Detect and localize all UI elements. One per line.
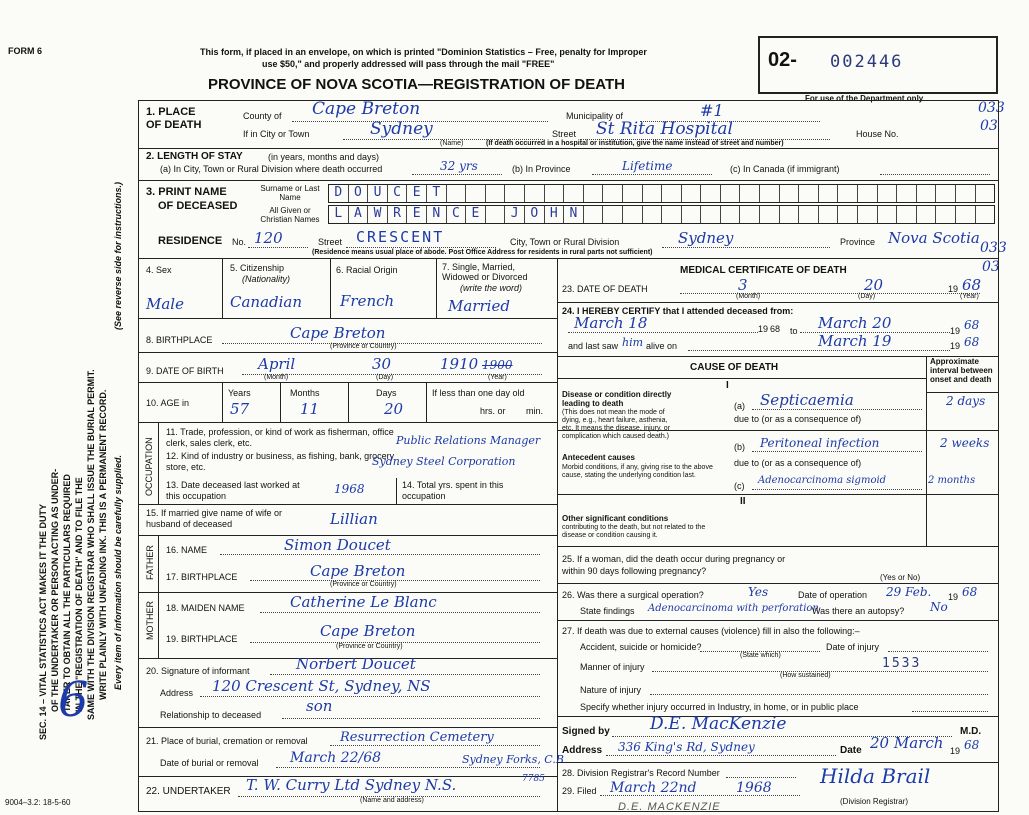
letter-cell <box>544 185 564 202</box>
interval-label: Approximate interval between onset and death <box>930 357 993 384</box>
occupation-q14: 14. Total yrs. spent in this occupation <box>402 480 504 501</box>
death-year-caption: (Year) <box>960 293 979 300</box>
occupation-a12[interactable]: Sydney Steel Corporation <box>372 455 516 468</box>
findings-label: State findings <box>580 606 635 616</box>
dob-day-value[interactable]: 30 <box>372 355 392 373</box>
undertaker-value[interactable]: T. W. Curry Ltd Sydney N.S. <box>246 776 457 794</box>
left-frame-line <box>138 100 139 812</box>
hours-label: hrs. or <box>480 406 506 416</box>
operation-year-value[interactable]: 68 <box>962 585 978 599</box>
how-sustained-caption: (How sustained) <box>780 672 831 679</box>
letter-cell <box>583 185 603 202</box>
occupation-a11[interactable]: Public Relations Manager <box>396 434 541 447</box>
letter-cell <box>759 185 779 202</box>
father-name-value[interactable]: Simon Doucet <box>284 536 391 554</box>
marital-status-label: 7. Single, Married, Widowed or Divorced <box>442 262 528 282</box>
father-birthplace-value[interactable]: Cape Breton <box>310 562 406 580</box>
letter-cell: J <box>504 206 524 223</box>
letter-cell <box>681 206 701 223</box>
informant-value[interactable]: Norbert Doucet <box>296 655 416 673</box>
record-number-label: 28. Division Registrar's Record Number <box>562 768 720 778</box>
spouse-value[interactable]: Lillian <box>330 510 378 528</box>
death-year-value[interactable]: 68 <box>962 276 982 294</box>
letter-cell: R <box>387 206 407 223</box>
filed-date-value[interactable]: March 22nd <box>610 780 697 796</box>
letter-cell <box>798 185 818 202</box>
letter-cell <box>935 185 955 202</box>
undertaker-caption: (Name and address) <box>360 797 424 804</box>
date-of-birth-label: 9. DATE OF BIRTH <box>146 366 224 376</box>
registration-number-box <box>758 36 998 94</box>
age-years-label: Years <box>228 388 251 398</box>
disease-note: (This does not mean the mode of dying, e.g., heart failure, asthenia, etc. It means the disease, injury, or complication which caused death.) <box>562 409 671 440</box>
antecedent-note: Morbid conditions, if any, giving rise to the above cause, stating the underlying condition last. <box>562 464 713 479</box>
letter-cell <box>779 185 799 202</box>
burial-place-value[interactable]: Resurrection Cemetery <box>340 730 494 745</box>
side-instruction-8: (See reverse side for instructions.) <box>113 181 123 330</box>
dept-code-4: 03 <box>982 259 1000 275</box>
side-instruction-1: SEC. 14 – VITAL STATISTICS ACT MAKES IT THE DUTY <box>38 503 48 740</box>
letter-cell <box>739 185 759 202</box>
side-instruction-6: WRITE PLAINLY WITH UNFADING INK. THIS IS A PERMANENT RECORD. <box>98 389 108 700</box>
attended-from-year-prefix: 19 <box>758 324 769 334</box>
residence-label: RESIDENCE <box>158 235 223 247</box>
cause-b-interval[interactable]: 2 weeks <box>940 436 990 450</box>
mother-name-value[interactable]: Catherine Le Blanc <box>290 593 437 611</box>
registration-number: 002446 <box>830 52 904 72</box>
letter-cell <box>563 185 583 202</box>
surname-grid[interactable] <box>328 184 995 203</box>
letter-cell: L <box>334 206 343 221</box>
last-alive-year-prefix: 19 <box>950 341 961 351</box>
father-birthplace-label: 17. BIRTHPLACE <box>166 572 238 582</box>
letter-cell <box>759 206 779 223</box>
racial-origin-label: 6. Racial Origin <box>336 265 398 275</box>
mother-side-label: MOTHER <box>145 601 155 640</box>
cause-b-mark: (b) <box>734 442 745 452</box>
letter-cell <box>857 206 877 223</box>
operation-date-value[interactable]: 29 Feb. <box>886 585 932 599</box>
letter-cell: E <box>406 185 426 202</box>
occupation-q12: 12. Kind of industry or business, as fishing, bank, grocery store, etc. <box>166 451 395 472</box>
relationship-value[interactable]: son <box>306 697 333 715</box>
letter-cell <box>818 206 838 223</box>
dob-year-value[interactable]: 1910 <box>440 355 479 373</box>
father-name-label: 16. NAME <box>166 545 208 555</box>
death-day-caption: (Day) <box>858 293 876 300</box>
letter-cell <box>700 185 720 202</box>
citizenship-sub: (Nationality) <box>242 274 291 284</box>
cause-section-2: II <box>740 496 746 507</box>
mail-notice-line1: This form, if placed in an envelope, on which is printed "Dominion Statistics – Free, penalty for Improper <box>200 47 647 57</box>
letter-cell: O <box>524 206 544 223</box>
nature-label: Nature of injury <box>580 685 642 695</box>
residence-province-value[interactable]: Nova Scotia <box>888 229 980 247</box>
occupation-a13[interactable]: 1968 <box>334 482 365 496</box>
letter-cell: C <box>387 185 407 202</box>
marital-status-value[interactable]: Married <box>448 297 510 315</box>
form-footer-code: 9004–3.2: 18-5-60 <box>5 798 71 807</box>
attendance-certify-label: 24. I HEREBY CERTIFY that I attended deceased from: <box>562 306 794 316</box>
registrar-signature[interactable]: Hilda Brail <box>820 764 931 788</box>
age-label: 10. AGE in <box>146 398 190 408</box>
side-instruction-3: TAKER TO OBTAIN ALL THE PARTICULARS REQUIRED <box>62 474 72 712</box>
autopsy-label: Was there an autopsy? <box>812 606 905 616</box>
letter-cell <box>955 185 975 202</box>
attended-to-label: to <box>790 326 798 336</box>
attended-to-value[interactable]: March 20 <box>818 314 892 332</box>
accident-label: Accident, suicide or homicide? <box>580 642 702 652</box>
city-label: If in City or Town <box>243 129 310 139</box>
mother-name-label: 18. MAIDEN NAME <box>166 603 245 613</box>
letter-cell <box>955 206 975 223</box>
pregnancy-question: 25. If a woman, did the death occur during pregnancy or within 90 days following pregnancy? <box>562 554 786 576</box>
center-divider <box>557 258 558 812</box>
birthplace-value[interactable]: Cape Breton <box>290 324 386 342</box>
relationship-label: Relationship to deceased <box>160 710 262 720</box>
letter-cell <box>524 185 544 202</box>
due-to-1: due to (or as a consequence of) <box>734 414 862 424</box>
street-label: Street <box>552 129 577 139</box>
letter-cell <box>720 185 740 202</box>
last-alive-year[interactable]: 68 <box>964 335 980 349</box>
attended-from-year: 68 <box>770 324 781 334</box>
side-instruction-5: SAME WITH THE DIVISION REGISTRAR WHO SHALL ISSUE THE BURIAL PERMIT. <box>86 369 96 720</box>
residence-note: (Residence means usual place of abode. Post Office Address for residents in rural parts not sufficient) <box>312 249 653 256</box>
print-name-label: 3. PRINT NAME <box>146 186 227 198</box>
operation-date-label: Date of operation <box>798 590 868 600</box>
alive-on-label: alive on <box>646 341 678 351</box>
residence-no-value[interactable]: 120 <box>254 229 283 247</box>
letter-cell <box>642 185 662 202</box>
letter-cell <box>857 185 877 202</box>
sex-label: 4. Sex <box>146 265 172 275</box>
certificate-date-label: Date <box>840 745 862 756</box>
cause-a-interval[interactable]: 2 days <box>946 394 986 408</box>
residence-city-value[interactable]: Sydney <box>678 229 734 247</box>
residence-city-label: City, Town or Rural Division <box>510 237 620 247</box>
typed-physician-name: D.E. MACKENZIE <box>618 801 721 813</box>
letter-cell <box>877 206 897 223</box>
dob-month-value[interactable]: April <box>258 355 296 373</box>
surgery-question: 26. Was there a surgical operation? <box>562 590 704 600</box>
external-causes-label: 27. If death was due to external causes (violence) fill in also the following:– <box>562 626 860 636</box>
racial-origin-value[interactable]: French <box>340 292 395 310</box>
letter-cell <box>916 185 936 202</box>
letter-cell <box>720 206 740 223</box>
age-years-value[interactable]: 57 <box>230 400 250 418</box>
spouse-label: 15. If married give name of wife or husband of deceased <box>146 508 283 529</box>
side-annotation: 6 <box>58 672 89 728</box>
other-conditions-label: Other significant conditions <box>562 514 669 523</box>
length-of-stay-label: 2. LENGTH OF STAY <box>146 151 243 162</box>
letter-cell <box>504 185 524 202</box>
mail-notice-line2: use $50," and properly addressed will pass through the mail "FREE" <box>262 59 555 69</box>
letter-cell: C <box>446 206 466 223</box>
physician-signature[interactable]: D.E. MacKenzie <box>650 714 787 734</box>
letter-cell: N <box>426 206 446 223</box>
age-days-label: Days <box>376 388 397 398</box>
letter-cell <box>465 185 485 202</box>
cause-a-value[interactable]: Septicaemia <box>760 391 854 409</box>
age-months-label: Months <box>290 388 320 398</box>
due-to-2: due to (or as a consequence of) <box>734 458 862 468</box>
dob-year-caption: (Year) <box>488 374 507 381</box>
operation-year-prefix: 19 <box>948 592 959 602</box>
side-instruction-4: IN THE "REGISTRATION OF DEATH" AND TO FILE THE <box>74 477 84 712</box>
occupation-q11: 11. Trade, profession, or kind of work as fisherman, office clerk, sales clerk, etc. <box>166 427 394 448</box>
signed-by-label: Signed by <box>562 726 610 737</box>
dob-month-caption: (Month) <box>264 374 289 381</box>
residence-street-value[interactable]: CRESCENT <box>356 228 445 246</box>
residence-street-label: Street <box>318 237 343 247</box>
father-side-label: FATHER <box>145 545 155 580</box>
letter-cell <box>485 206 505 223</box>
findings-value[interactable]: Adenocarcinoma with perforation <box>648 603 819 614</box>
registrar-caption: (Division Registrar) <box>840 797 909 806</box>
citizenship-label: 5. Citizenship <box>230 263 285 273</box>
state-which-caption: (State which) <box>740 652 781 659</box>
stay-city-label: (a) In City, Town or Rural Division where death occurred <box>160 164 383 174</box>
burial-place-label: 21. Place of burial, cremation or removal <box>146 736 308 746</box>
municipality-value[interactable]: #1 <box>700 101 724 120</box>
yes-no-caption: (Yes or No) <box>880 573 921 582</box>
cause-c-mark: (c) <box>734 481 745 491</box>
specify-place-label: Specify whether injury occurred in Industry, in home, or in public place <box>580 702 859 712</box>
stay-province-label: (b) In Province <box>512 164 571 174</box>
given-names-label: All Given or Christian Names <box>260 206 320 224</box>
letter-cell <box>896 206 916 223</box>
md-label: M.D. <box>960 726 982 737</box>
letter-cell <box>661 206 681 223</box>
letter-cell <box>779 206 799 223</box>
burial-date-value[interactable]: March 22/68 <box>290 750 382 766</box>
letter-cell <box>661 185 681 202</box>
letter-cell <box>837 206 857 223</box>
residence-province-label: Province <box>840 237 876 247</box>
letter-cell <box>485 185 505 202</box>
stay-province-value[interactable]: Lifetime <box>622 159 673 173</box>
other-conditions-note: contributing to the death, but not related to the disease or condition causing it. <box>562 524 706 539</box>
stay-canada-label: (c) In Canada (if immigrant) <box>730 164 840 174</box>
antecedent-label: Antecedent causes <box>562 453 635 462</box>
last-alive-value[interactable]: March 19 <box>818 332 892 350</box>
attended-to-year[interactable]: 68 <box>964 318 980 332</box>
father-birthplace-caption: (Province or Country) <box>330 581 397 588</box>
letter-cell <box>602 185 622 202</box>
cause-b-value[interactable]: Peritoneal infection <box>760 436 880 450</box>
letter-cell: U <box>367 185 387 202</box>
letter-cell: T <box>426 185 446 202</box>
letter-cell <box>798 206 818 223</box>
dob-day-caption: (Day) <box>376 374 394 381</box>
dept-code-3: 033 <box>980 240 1007 256</box>
letter-cell <box>583 206 603 223</box>
minutes-label: min. <box>526 406 544 416</box>
certificate-year-prefix: 19 <box>950 746 961 756</box>
surgery-answer[interactable]: Yes <box>748 585 769 599</box>
letter-cell <box>446 185 466 202</box>
filed-year-value[interactable]: 1968 <box>736 780 772 796</box>
letter-cell <box>818 185 838 202</box>
registration-prefix: 02- <box>768 49 797 71</box>
letter-cell: H <box>544 206 564 223</box>
burial-place2-value[interactable]: Sydney Forks, C.B <box>462 753 564 766</box>
cause-a-mark: (a) <box>734 401 745 411</box>
letter-cell: A <box>348 206 368 223</box>
place-of-death-label: 1. PLACE OF DEATH <box>146 106 202 131</box>
medical-certificate-heading: MEDICAL CERTIFICATE OF DEATH <box>680 265 847 276</box>
informant-label: 20. Signature of informant <box>146 666 250 676</box>
disease-label: Disease or condition directly leading to death <box>562 390 672 408</box>
death-month-value[interactable]: 3 <box>738 276 748 294</box>
letter-cell <box>935 206 955 223</box>
letter-cell: E <box>465 206 485 223</box>
attended-to-year-prefix: 19 <box>950 326 961 336</box>
letter-cell <box>642 206 662 223</box>
residence-no-label: No. <box>232 237 247 247</box>
injury-date-label: Date of injury <box>826 642 880 652</box>
letter-cell: D <box>334 185 343 200</box>
county-value[interactable]: Cape Breton <box>312 99 421 119</box>
letter-cell <box>877 185 897 202</box>
letter-cell <box>622 206 642 223</box>
letter-cell: W <box>367 206 387 223</box>
physician-address-label: Address <box>562 745 603 756</box>
physician-address-value[interactable]: 336 King's Rd, Sydney <box>618 740 755 754</box>
county-label: County of <box>243 111 282 121</box>
length-of-stay-sub: (in years, months and days) <box>268 152 380 162</box>
letter-cell <box>602 206 622 223</box>
side-instruction-2: OF THE UNDERTAKER OR PERSON ACTING AS UNDER- <box>50 468 60 712</box>
department-use-label: For use of the Department only <box>805 94 924 103</box>
birthplace-label: 8. BIRTHPLACE <box>146 335 213 345</box>
cause-c-interval[interactable]: 2 months <box>928 475 976 486</box>
death-month-caption: (Month) <box>736 293 761 300</box>
age-months-value[interactable]: 11 <box>300 400 320 418</box>
autopsy-value[interactable]: No <box>930 600 948 614</box>
side-instruction-7: Every item of information should be carefully supplied. <box>113 454 123 690</box>
coding-stamp: 1533 <box>882 656 922 671</box>
letter-cell <box>837 185 857 202</box>
undertaker-label: 22. UNDERTAKER <box>146 786 231 797</box>
letter-cell <box>975 185 995 202</box>
cause-of-death-heading: CAUSE OF DEATH <box>690 362 779 373</box>
house-no-label: House No. <box>856 129 899 139</box>
death-day-value[interactable]: 20 <box>864 276 884 294</box>
manner-label: Manner of injury <box>580 662 645 672</box>
letter-cell: O <box>348 185 368 202</box>
letter-cell <box>681 185 701 202</box>
of-deceased-label: OF DECEASED <box>158 200 238 212</box>
birthplace-caption: (Province or Country) <box>330 343 397 350</box>
letter-cell: N <box>563 206 583 223</box>
certificate-year-value[interactable]: 68 <box>964 738 980 752</box>
letter-cell <box>916 206 936 223</box>
letter-cell <box>700 206 720 223</box>
dept-code-1: 033 <box>978 100 1005 116</box>
mother-birthplace-value[interactable]: Cape Breton <box>320 622 416 640</box>
form-number: FORM 6 <box>8 46 43 56</box>
dept-code-2: 03 <box>980 118 998 134</box>
street-value[interactable]: St Rita Hospital <box>596 119 733 139</box>
death-year-prefix: 19 <box>948 284 959 294</box>
hospital-note: (If death occurred in a hospital or institution, give the name instead of street and number) <box>486 140 784 147</box>
certificate-date-value[interactable]: 20 March <box>870 734 944 752</box>
burial-date-label: Date of burial or removal <box>160 758 259 768</box>
document-title: PROVINCE OF NOVA SCOTIA—REGISTRATION OF DEATH <box>208 76 625 93</box>
letter-cell <box>622 185 642 202</box>
citizenship-value[interactable]: Canadian <box>230 293 303 311</box>
less-than-one-day-label: If less than one day old <box>432 388 525 398</box>
top-frame-line <box>138 100 998 101</box>
given-names-grid[interactable] <box>328 205 995 224</box>
dob-year-struck: 1900 <box>482 358 513 372</box>
letter-cell: E <box>406 206 426 223</box>
occupation-side-label: OCCUPATION <box>144 437 154 496</box>
cause-c-value[interactable]: Adenocarcinoma sigmoid <box>758 475 887 486</box>
municipality-label: Municipality of <box>566 111 624 121</box>
surname-label: Surname or Last Name <box>260 184 320 202</box>
city-name-caption: (Name) <box>440 140 464 147</box>
informant-address-label: Address <box>160 688 194 698</box>
marital-status-sub: (write the word) <box>460 283 523 293</box>
filed-label: 29. Filed <box>562 786 597 796</box>
cause-section-1: I <box>726 380 729 391</box>
mother-birthplace-caption: (Province or Country) <box>336 643 403 650</box>
letter-cell <box>896 185 916 202</box>
occupation-q13: 13. Date deceased last worked at this occupation <box>166 480 300 501</box>
date-of-death-label: 23. DATE OF DEATH <box>562 284 648 294</box>
informant-address-value[interactable]: 120 Crescent St, Sydney, NS <box>212 677 431 695</box>
age-days-value[interactable]: 20 <box>384 400 404 418</box>
stay-city-value[interactable]: 32 yrs <box>440 159 478 173</box>
attended-from-value[interactable]: March 18 <box>574 314 648 332</box>
letter-cell <box>739 206 759 223</box>
city-value[interactable]: Sydney <box>370 119 433 139</box>
mother-birthplace-label: 19. BIRTHPLACE <box>166 634 238 644</box>
last-saw-label: and last saw <box>568 341 619 351</box>
undertaker-number: 7785 <box>522 774 545 784</box>
sex-value[interactable]: Male <box>146 295 184 313</box>
right-frame-line <box>998 100 999 812</box>
last-saw-pronoun[interactable]: him <box>622 336 644 349</box>
letter-cell <box>975 206 995 223</box>
